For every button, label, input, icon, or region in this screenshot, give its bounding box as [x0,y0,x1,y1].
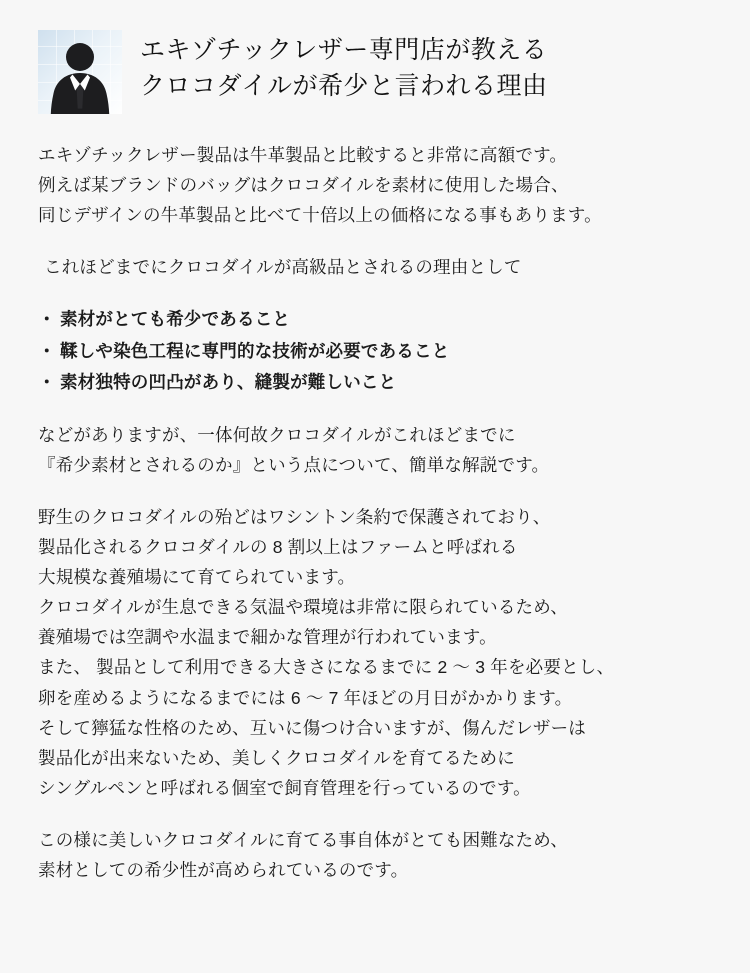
businessman-silhouette-avatar-icon [38,30,122,114]
article-header [38,28,712,114]
text-line: エキゾチックレザー製品は牛革製品と比較すると非常に高額です。 [38,145,568,165]
list-item [38,336,712,367]
article-body [38,140,712,885]
paragraph-question [38,420,712,480]
text-line: 製品化されるクロコダイルの 8 割以上はファームと呼ばれる [38,537,518,558]
paragraph-reason-lead [38,252,712,282]
text-line: 例えば某ブランドのバッグはクロコダイルを素材に使用した場合、 [38,175,569,196]
text-line: 製品化が出来ないため、美しくクロコダイルを育てるために [38,747,515,768]
paragraph-explanation [38,502,712,803]
list-item-label: 素材がとても希少であること [60,309,291,330]
page-title [140,28,548,105]
text-line: また、 製品として利用できる大きさになるまでに 2 〜 3 年を必要とし、 [38,657,615,678]
title-line-2: クロコダイルが希少と言われる理由 [140,72,548,101]
reason-bullet-list [38,304,712,397]
text-line: 卵を産めるようになるまでには 6 〜 7 年ほどの月日がかかります。 [38,687,573,708]
list-item-label: 鞣しや染色工程に専門的な技術が必要であること [60,340,450,361]
text-line: これほどまでにクロコダイルが高級品とされるの理由として [44,257,522,278]
list-item [38,367,712,398]
text-line: 養殖場では空調や水温まで細かな管理が行われています。 [38,627,497,648]
bullet-marker-icon: ・ [38,340,56,361]
text-line: 野生のクロコダイルの殆どはワシントン条約で保護されており、 [38,506,551,527]
text-line: 同じデザインの牛革製品と比べて十倍以上の価格になる事もあります。 [38,205,602,226]
paragraph-conclusion [38,825,712,885]
text-line: この様に美しいクロコダイルに育てる事自体がとても困難なため、 [38,829,568,850]
text-line: そして獰猛な性格のため、互いに傷つけ合いますが、傷んだレザーは [38,717,586,738]
paragraph-intro [38,140,712,230]
text-line: などがありますが、一体何故クロコダイルがこれほどまでに [38,424,516,445]
list-item [38,304,712,335]
bullet-marker-icon: ・ [38,371,56,392]
text-line: 大規模な養殖場にて育てられています。 [38,567,356,588]
text-line: クロコダイルが生息できる気温や環境は非常に限られているため、 [38,597,568,618]
bullet-marker-icon: ・ [38,309,56,330]
list-item-label: 素材独特の凹凸があり、縫製が難しいこと [60,371,397,392]
text-line: 『希少素材とされるのか』という点について、簡単な解説です。 [38,454,550,475]
text-line: シングルペンと呼ばれる個室で飼育管理を行っているのです。 [38,777,531,798]
title-line-1: エキゾチックレザー専門店が教える [140,36,548,64]
text-line: 素材としての希少性が高められているのです。 [38,860,409,881]
